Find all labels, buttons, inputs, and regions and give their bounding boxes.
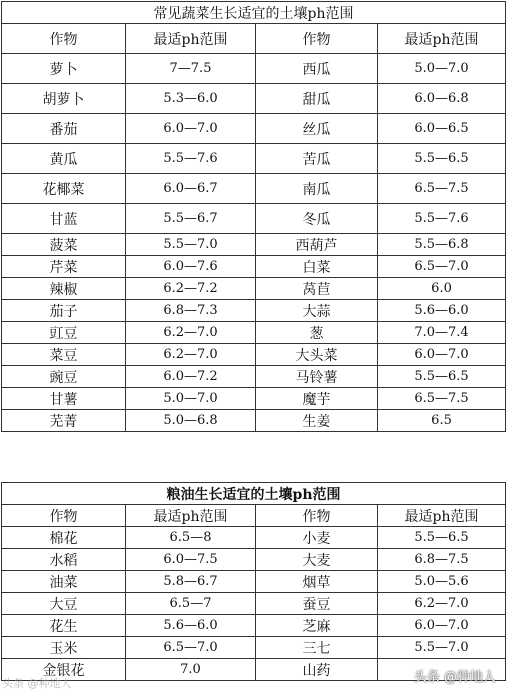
ph-range: 6.5—7 <box>126 593 256 615</box>
ph-range: 6.2—7.0 <box>126 344 256 366</box>
ph-range: 6.5—7.5 <box>378 174 506 204</box>
ph-range: 5.5—7.6 <box>126 144 256 174</box>
ph-range: 6.5—8 <box>126 527 256 549</box>
crop-name: 豌豆 <box>2 366 126 388</box>
header-row <box>2 505 506 527</box>
column-header: 作物 <box>2 24 126 54</box>
crop-name: 魔芋 <box>256 388 378 410</box>
crop-name: 山药 <box>256 659 378 681</box>
crop-name: 花生 <box>2 615 126 637</box>
grain-oil-ph-table <box>1 482 506 681</box>
ph-range: 5.5—7.0 <box>378 637 506 659</box>
crop-name: 葱 <box>256 322 378 344</box>
ph-range: 6.0—7.0 <box>378 344 506 366</box>
table-row <box>2 366 506 388</box>
ph-range: 5.3—6.0 <box>126 84 256 114</box>
crop-name: 芹菜 <box>2 256 126 278</box>
crop-name: 玉米 <box>2 637 126 659</box>
crop-name: 金银花 <box>2 659 126 681</box>
header-row <box>2 24 506 54</box>
crop-name: 胡萝卜 <box>2 84 126 114</box>
crop-name: 萝卜 <box>2 54 126 84</box>
crop-name: 甘薯 <box>2 388 126 410</box>
table-row <box>2 615 506 637</box>
column-header: 作物 <box>256 24 378 54</box>
ph-range: 5.6—6.0 <box>126 615 256 637</box>
crop-name: 芝麻 <box>256 615 378 637</box>
crop-name: 生姜 <box>256 410 378 432</box>
crop-name: 茄子 <box>2 300 126 322</box>
crop-name: 大蒜 <box>256 300 378 322</box>
table-row <box>2 204 506 234</box>
crop-name: 芜菁 <box>2 410 126 432</box>
crop-name: 大麦 <box>256 549 378 571</box>
crop-name: 马铃薯 <box>256 366 378 388</box>
crop-name: 番茄 <box>2 114 126 144</box>
ph-range: 6.0—7.0 <box>126 114 256 144</box>
ph-range: 6.5—7.0 <box>126 637 256 659</box>
table-row <box>2 388 506 410</box>
ph-range: 7.0—7.4 <box>378 322 506 344</box>
crop-name: 甘蓝 <box>2 204 126 234</box>
column-header: 作物 <box>256 505 378 527</box>
crop-name: 莴苣 <box>256 278 378 300</box>
ph-range: 5.8—6.7 <box>126 571 256 593</box>
crop-name: 甜瓜 <box>256 84 378 114</box>
crop-name: 白菜 <box>256 256 378 278</box>
ph-range: 6.0—7.2 <box>126 366 256 388</box>
column-header: 最适ph范围 <box>378 24 506 54</box>
crop-name: 菜豆 <box>2 344 126 366</box>
ph-range: 5.5—6.5 <box>378 144 506 174</box>
table-caption: 常见蔬菜生长适宜的土壤ph范围 <box>2 2 506 24</box>
column-header: 最适ph范围 <box>378 505 506 527</box>
table-row <box>2 144 506 174</box>
table-row <box>2 344 506 366</box>
ph-range: 5.5—7.0 <box>126 234 256 256</box>
table-row <box>2 234 506 256</box>
crop-name: 西瓜 <box>256 54 378 84</box>
crop-name: 大头菜 <box>256 344 378 366</box>
ph-range: 5.5—6.5 <box>378 527 506 549</box>
crop-name: 豇豆 <box>2 322 126 344</box>
ph-range: 5.5—7.6 <box>378 204 506 234</box>
table-row <box>2 410 506 432</box>
table-caption: 粮油生长适宜的土壤ph范围 <box>2 483 506 505</box>
ph-range: 5.5—6.7 <box>126 204 256 234</box>
ph-range: 5.0—7.0 <box>378 54 506 84</box>
ph-range: 6.5 <box>378 410 506 432</box>
ph-range: 5.6—6.0 <box>378 300 506 322</box>
table-row <box>2 114 506 144</box>
ph-range: 5.0—7.0 <box>126 388 256 410</box>
crop-name: 三七 <box>256 637 378 659</box>
ph-range: 6.8—7.3 <box>126 300 256 322</box>
table-row <box>2 637 506 659</box>
ph-range: 5.5—6.8 <box>378 234 506 256</box>
ph-range: 6.5—7.5 <box>378 388 506 410</box>
table-row <box>2 84 506 114</box>
crop-name: 黄瓜 <box>2 144 126 174</box>
crop-name: 菠菜 <box>2 234 126 256</box>
table-row <box>2 278 506 300</box>
ph-range: 6.8—7.5 <box>378 549 506 571</box>
watermark-left: 头条 @种地人 <box>2 677 72 690</box>
crop-name: 小麦 <box>256 527 378 549</box>
table-row <box>2 593 506 615</box>
table-row <box>2 256 506 278</box>
crop-name: 花椰菜 <box>2 174 126 204</box>
crop-name: 南瓜 <box>256 174 378 204</box>
ph-range: 6.5—7.0 <box>378 256 506 278</box>
watermark-right: 头条 @种地人 <box>413 670 496 685</box>
table-row <box>2 300 506 322</box>
ph-range: 6.0 <box>378 278 506 300</box>
ph-range: 5.5—6.5 <box>378 366 506 388</box>
ph-range: 6.0—6.8 <box>378 84 506 114</box>
ph-range: 7—7.5 <box>126 54 256 84</box>
crop-name: 烟草 <box>256 571 378 593</box>
crop-name: 丝瓜 <box>256 114 378 144</box>
column-header: 最适ph范围 <box>126 505 256 527</box>
table-row <box>2 54 506 84</box>
ph-range: 5.0—6.8 <box>126 410 256 432</box>
table-row <box>2 549 506 571</box>
table-row <box>2 174 506 204</box>
crop-name: 棉花 <box>2 527 126 549</box>
crop-name: 西葫芦 <box>256 234 378 256</box>
ph-range: 5.0—5.6 <box>378 571 506 593</box>
crop-name: 苦瓜 <box>256 144 378 174</box>
ph-range: 6.0—6.7 <box>126 174 256 204</box>
ph-range: 6.0—7.5 <box>126 549 256 571</box>
table-row <box>2 527 506 549</box>
ph-range: 6.2—7.0 <box>378 593 506 615</box>
ph-range: 6.2—7.2 <box>126 278 256 300</box>
crop-name: 冬瓜 <box>256 204 378 234</box>
vegetable-ph-table <box>1 1 506 432</box>
crop-name: 大豆 <box>2 593 126 615</box>
crop-name: 水稻 <box>2 549 126 571</box>
ph-range: 6.0—7.0 <box>378 615 506 637</box>
table-row <box>2 322 506 344</box>
ph-range: 6.0—7.6 <box>126 256 256 278</box>
crop-name: 油菜 <box>2 571 126 593</box>
ph-range: 6.0—6.5 <box>378 114 506 144</box>
crop-name: 辣椒 <box>2 278 126 300</box>
column-header: 最适ph范围 <box>126 24 256 54</box>
ph-range: 7.0 <box>126 659 256 681</box>
crop-name: 蚕豆 <box>256 593 378 615</box>
ph-range: 6.2—7.0 <box>126 322 256 344</box>
table-row <box>2 571 506 593</box>
column-header: 作物 <box>2 505 126 527</box>
